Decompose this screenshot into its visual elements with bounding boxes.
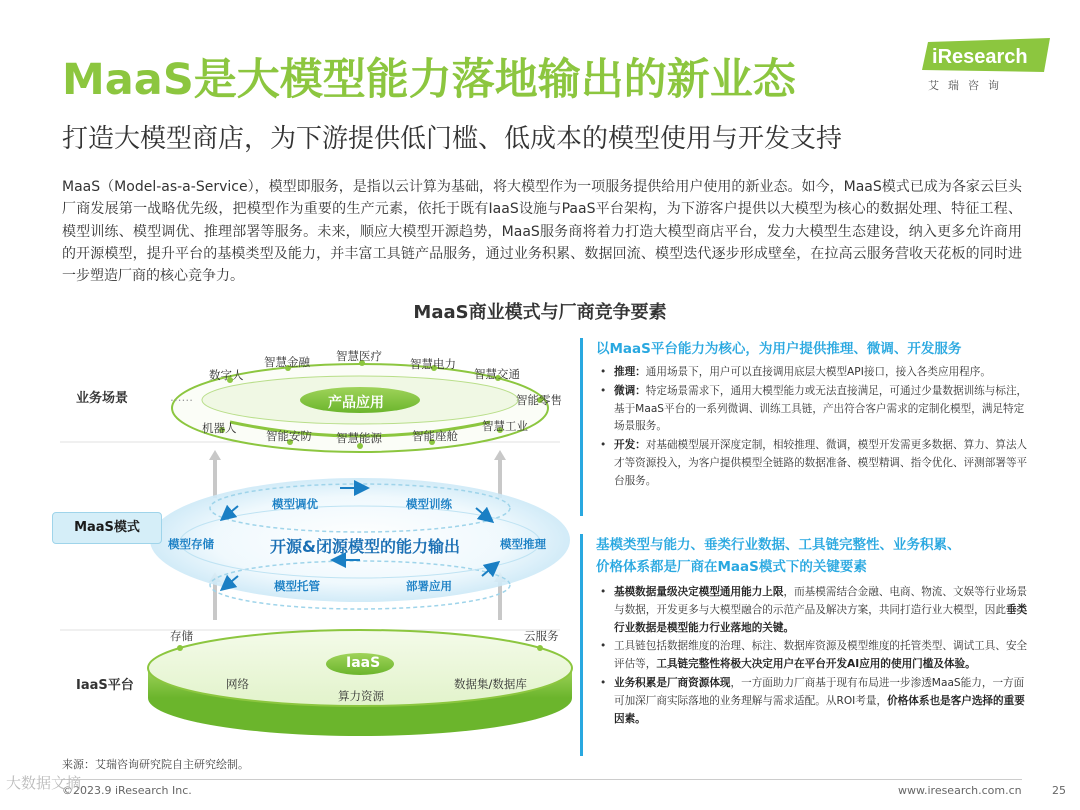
- scene-node: 智慧医疗: [336, 349, 382, 363]
- iaas-node: 存储: [170, 629, 193, 643]
- iresearch-logo: [920, 38, 1050, 72]
- maas-step-label: 模型托管: [274, 579, 320, 593]
- scene-node: 智慧电力: [410, 357, 456, 371]
- iaas-node: 数据集/数据库: [454, 677, 527, 691]
- footer-divider: [62, 779, 1022, 780]
- maas-step-label: 模型推理: [500, 537, 546, 551]
- scene-node: 数字人: [209, 368, 244, 382]
- bullet-item: • 推理：通用场景下，用户可以直接调用底层大模型API接口，接入各类应用程序。: [596, 364, 1034, 382]
- panel-section-2: [596, 534, 1034, 729]
- bullet-item: • 基模数据量级决定模型通用能力上限，而基模需结合金融、电商、物流、文娱等行业场景与数据，开发更多与大模型融合的示范产品及解决方案，共同打造行业大模型，因此垂类行业数据是模型能力行业落地的关键。: [596, 584, 1034, 637]
- panel-section-1: [596, 338, 1034, 492]
- product-app-title: 产品应用: [328, 395, 384, 411]
- section-1-heading: 以MaaS平台能力为核心，为用户提供推理、微调、开发服务: [596, 341, 962, 357]
- layer-label-maas: MaaS模式: [52, 512, 162, 544]
- scene-node: 智能安防: [266, 429, 312, 443]
- copyright: ©2023.9 iResearch Inc.: [62, 784, 192, 797]
- diagram-title: MaaS商业模式与厂商竞争要素: [413, 302, 667, 323]
- page-subtitle: 打造大模型商店，为下游提供低门槛、低成本的模型使用与开发支持: [62, 124, 843, 154]
- layer-label-business: 业务场景: [76, 391, 129, 406]
- website-url: www.iresearch.com.cn: [898, 784, 1022, 797]
- source-note: 来源：艾瑞咨询研究院自主研究绘制。: [62, 758, 249, 771]
- section-2-heading: 基模类型与能力、垂类行业数据、工具链完整性、业务积累、 价格体系都是厂商在MaaS模式下的关键要素: [596, 537, 961, 575]
- bullet-item: • 微调：特定场景需求下，通用大模型能力或无法直接满足，可通过少量数据训练与标注，基于MaaS平台的一系列微调、训练工具链，产出符合客户需求的定制化模型，满足特定场景服务。: [596, 383, 1034, 436]
- bullet-item: • 工具链包括数据维度的治理、标注、数据库资源及模型维度的托管类型、调试工具、安全评估等，工具链完整性将极大决定用户在平台开发AI应用的使用门槛及体验。: [596, 638, 1034, 674]
- panel-divider: [580, 338, 583, 516]
- scene-node: 智慧工业: [482, 419, 528, 433]
- panel-divider: [580, 534, 583, 756]
- maas-step-label: 模型存储: [168, 537, 214, 551]
- scene-node: 智慧金融: [264, 355, 310, 369]
- page-title: MaaS是大模型能力落地输出的新业态: [62, 55, 796, 105]
- scene-ellipsis: ……: [170, 390, 193, 404]
- scene-node: 智能座舱: [412, 429, 458, 443]
- watermark: 大数据文摘: [6, 774, 82, 792]
- logo-text: iResearch: [932, 46, 1028, 68]
- bullet-item: • 业务积累是厂商资源体现，一方面助力厂商基于现有布局进一步渗透MaaS能力，一方面可加深厂商实际落地的业务理解与需求适配。从ROI考量，价格体系也是客户选择的重要因素。: [596, 675, 1034, 728]
- iaas-title: IaaS: [346, 655, 381, 671]
- iaas-node: 网络: [226, 677, 249, 691]
- maas-step-label: 部署应用: [406, 579, 452, 593]
- maas-center-title: 开源&闭源模型的能力输出: [270, 537, 460, 556]
- maas-step-label: 模型调优: [272, 497, 318, 511]
- maas-step-label: 模型训练: [406, 497, 452, 511]
- scene-node: 智慧交通: [474, 367, 520, 381]
- bullet-item: • 开发：对基础模型展开深度定制，相较推理、微调，模型开发需更多数据、算力、算法人才等资源投入，为客户提供模型全链路的数据准备、模型精调、指令优化、评测部署等平台服务。: [596, 437, 1034, 490]
- logo-subtext: 艾瑞咨询: [928, 79, 1008, 92]
- scene-node: 机器人: [202, 421, 237, 435]
- page-number: 25: [1052, 784, 1066, 797]
- intro-paragraph: MaaS（Model-as-a-Service），模型即服务，是指以云计算为基础，将大模型作为一项服务提供给用户使用的新业态。如今，MaaS模式已成为各家云巨头厂商发展第一战略优先级，把模型作为重要的生产元素，依托于既有IaaS设施与PaaS平台架构，为下游客户提供以大模型为核心的数据处理、特征工程、模型训练、模型调优、推理部署等服务。未来，顺应大模型开源趋势，MaaS服务商将着力打造大模型商店平台，发力大模型生态建设，纳入更多允许商用的开源模型，提升平台的基模类型及能力，并丰富工具链产品服务，通过业务积累、数据回流、模型迭代逐步形成壁垒，在拉高云服务营收天花板的同时进一步塑造厂商的核心竞争力。: [62, 179, 1022, 285]
- iaas-node: 云服务: [524, 629, 559, 643]
- iaas-node: 算力资源: [338, 689, 384, 703]
- scene-node: 智慧能源: [336, 431, 382, 445]
- layer-label-iaas: IaaS平台: [76, 678, 134, 693]
- scene-node: 智能零售: [516, 393, 562, 407]
